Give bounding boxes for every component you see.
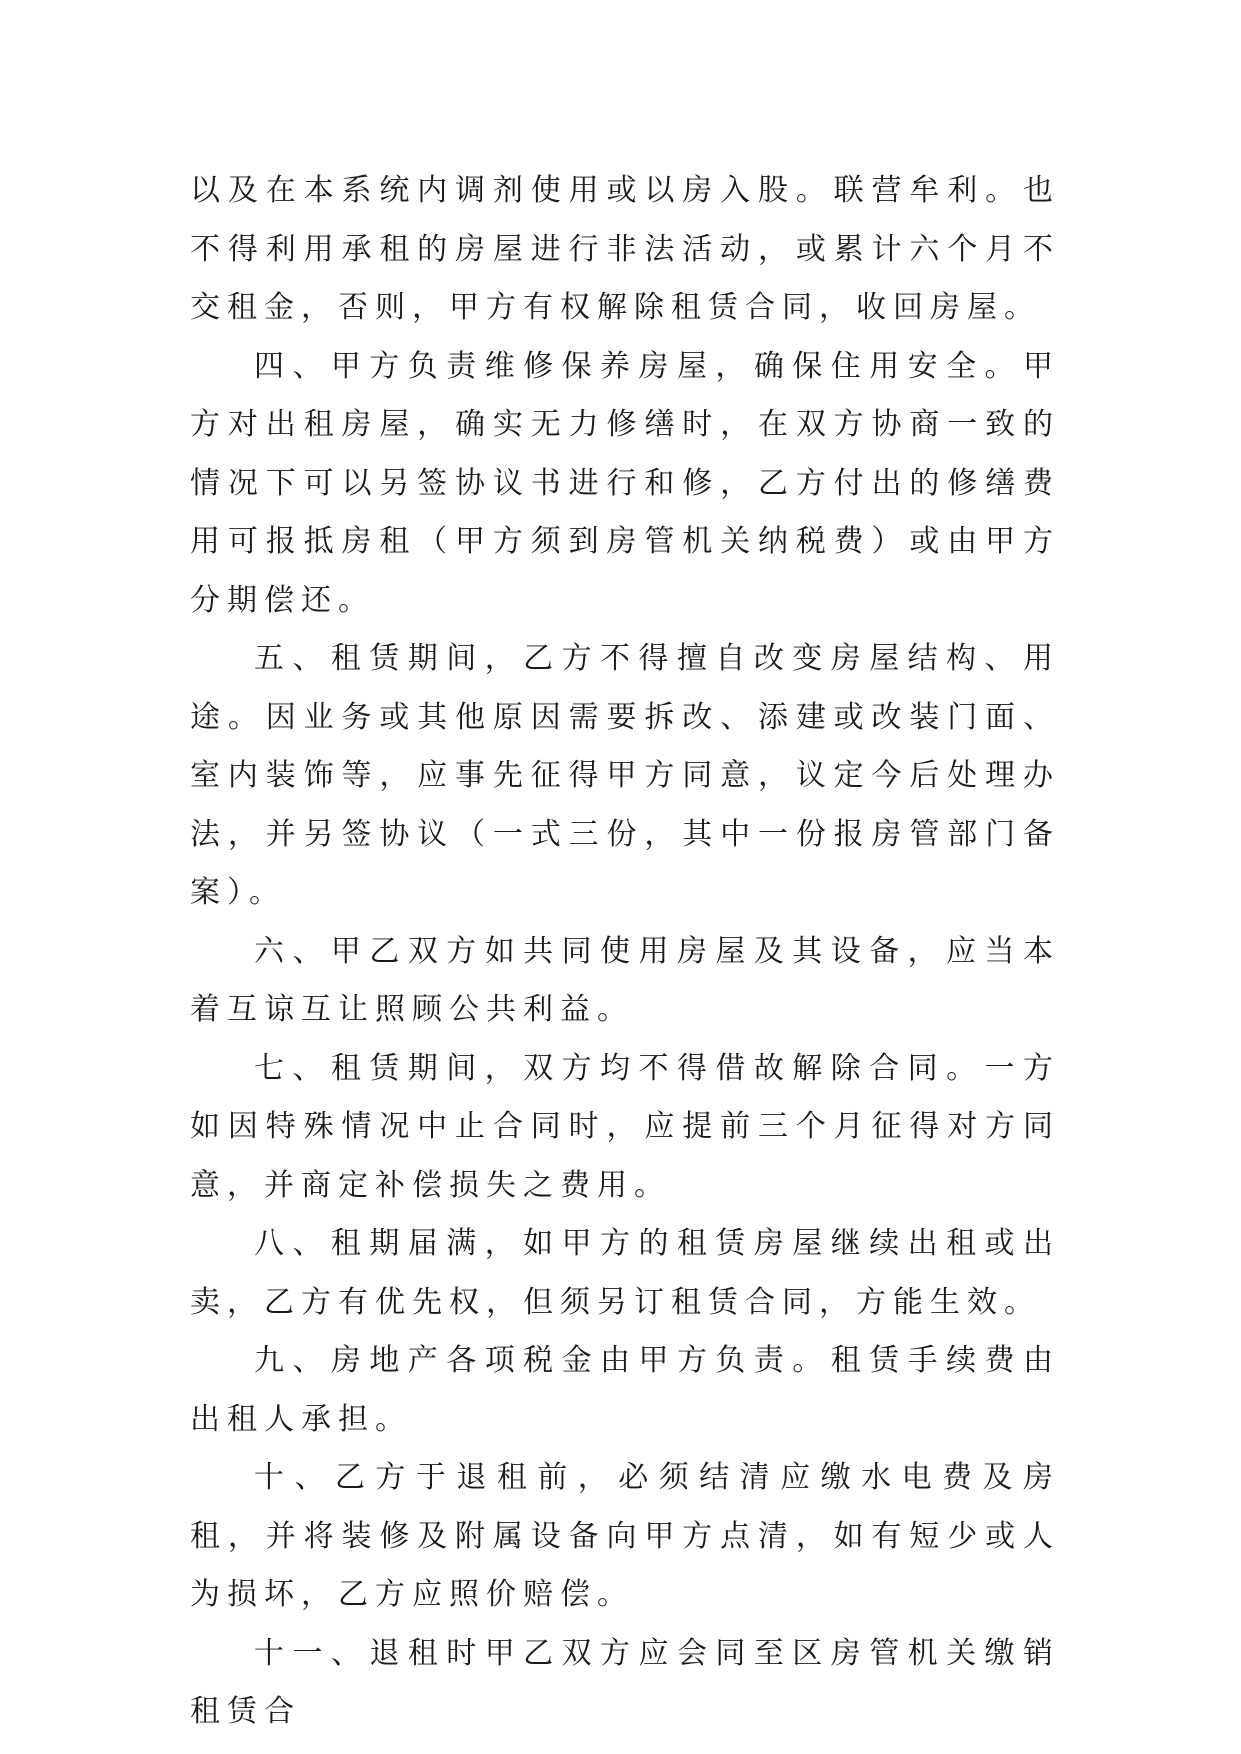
- paragraph-clause-six: 六、甲乙双方如共同使用房屋及其设备，应当本着互谅互让照顾公共利益。: [190, 933, 1060, 1027]
- paragraph-clause-seven: 七、租赁期间，双方均不得借故解除合同。一方如因特殊情况中止合同时，应提前三个月征得对方同意，并商定补偿损失之费用。: [190, 1050, 1060, 1203]
- paragraph-clause-ten: 十、乙方于退租前，必须结清应缴水电费及房租，并将装修及附属设备向甲方点清，如有短少或人为损坏，乙方应照价赔偿。: [190, 1460, 1060, 1612]
- document-body: [190, 162, 1060, 1742]
- paragraph-clause-eleven: 十一、退租时甲乙双方应会同至区房管机关缴销租赁合: [190, 1635, 1060, 1729]
- paragraph-clause-four: 四、甲方负责维修保养房屋，确保住用安全。甲方对出租房屋，确实无力修缮时，在双方协商一致的情况下可以另签协议书进行和修，乙方付出的修缮费用可报抵房租（甲方须到房管机关纳税费）或由甲方分期偿还。: [190, 348, 1060, 618]
- paragraph-clause-nine: 九、房地产各项税金由甲方负责。租赁手续费由出租人承担。: [190, 1343, 1060, 1437]
- paragraph-clause-eight: 八、租期届满，如甲方的租赁房屋继续出租或出卖，乙方有优先权，但须另订租赁合同，方能生效。: [190, 1226, 1060, 1320]
- paragraph-clause-five: 五、租赁期间，乙方不得擅自改变房屋结构、用途。因业务或其他原因需要拆改、添建或改装门面、室内装饰等，应事先征得甲方同意，议定今后处理办法，并另签协议（一式三份，其中一份报房管部门备案）。: [190, 641, 1060, 910]
- paragraph-continued-clause-three: 以及在本系统内调剂使用或以房入股。联营牟利。也不得利用承租的房屋进行非法活动，或累计六个月不交租金，否则，甲方有权解除租赁合同，收回房屋。: [190, 173, 1060, 325]
